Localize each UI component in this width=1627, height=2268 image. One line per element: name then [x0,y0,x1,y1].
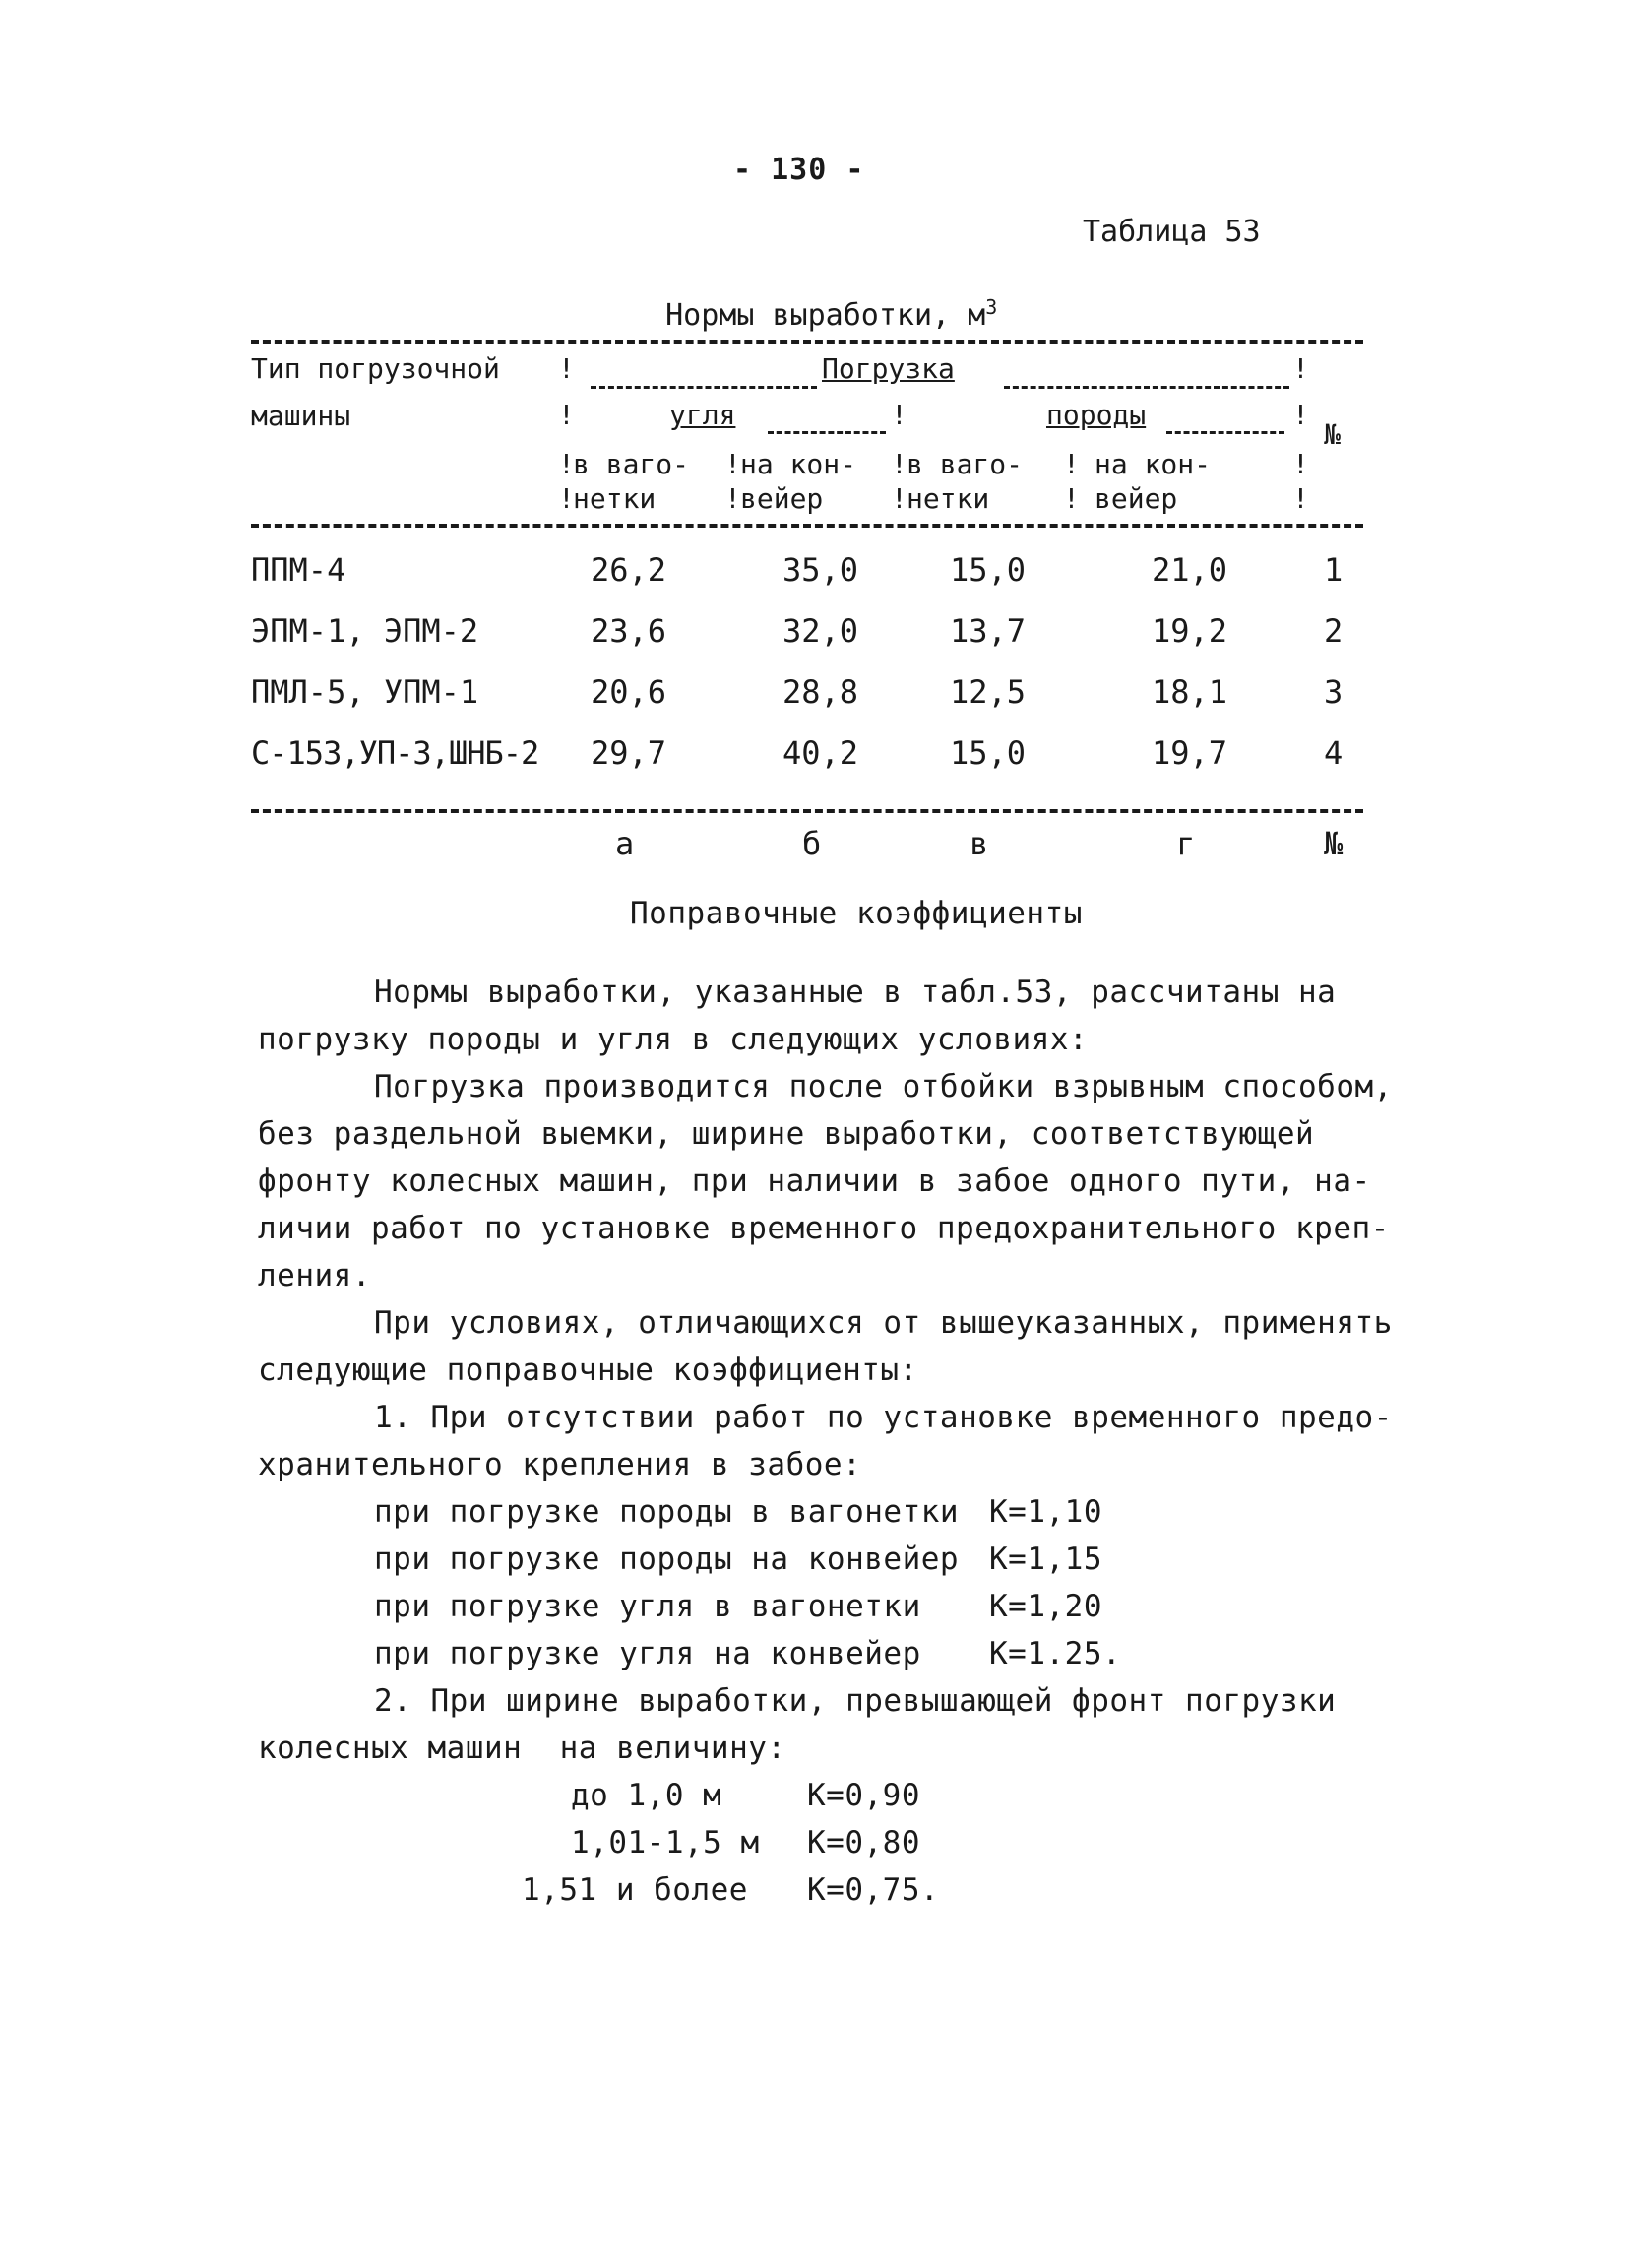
header-group: Погрузка [822,352,955,385]
table-rule-bottom [251,809,1363,813]
coefficient-text: до 1,0 м [571,1778,722,1813]
row-value-a: 29,7 [591,734,667,772]
row-value-b: 32,0 [782,612,859,650]
paragraph-line: Погрузка производится после отбойки взрывным способом, [374,1069,1393,1104]
paragraph-line: При условиях, отличающихся от вышеуказанных, применять [374,1305,1393,1341]
header-conv-coal-1: на кон- [740,448,857,480]
header-col-num: № [1324,418,1341,451]
table-rule-header [251,524,1363,528]
footer-col-n: № [1324,825,1344,862]
header-sep: ! [891,482,907,515]
coefficient-value: К=1.25. [989,1636,1122,1671]
row-number: 2 [1324,612,1344,650]
row-number: 3 [1324,673,1344,711]
header-sep: ! [558,352,575,385]
header-sep: ! [891,399,907,431]
coefficient-value: К=0,75. [807,1872,940,1908]
header-wagon-coal-2: нетки [573,482,657,515]
header-wagon-rock-2: нетки [907,482,990,515]
header-sep: ! [1292,399,1309,431]
row-value-v: 13,7 [950,612,1027,650]
footer-col-v: в [970,825,989,862]
page-number: - 130 - [733,153,865,187]
header-sep: ! [558,448,575,480]
header-wagon-rock-1: в ваго- [907,448,1024,480]
row-number: 1 [1324,551,1344,589]
header-conv-rock-2: вейер [1095,482,1178,515]
header-sep: ! [1292,448,1309,480]
coefficient-value: К=0,90 [807,1778,920,1813]
header-sub-rock: породы [1046,399,1147,431]
row-value-v: 12,5 [950,673,1027,711]
row-value-g: 19,2 [1152,612,1228,650]
table-title [630,261,997,333]
coefficient-value: К=1,10 [989,1494,1102,1530]
coefficient-value: К=1,20 [989,1589,1102,1624]
coefficient-text: при погрузке угля на конвейер [374,1636,921,1671]
coefficient-text: при погрузке угля в вагонетки [374,1589,921,1624]
row-value-a: 26,2 [591,551,667,589]
row-value-g: 21,0 [1152,551,1228,589]
paragraph-line: ления. [258,1258,371,1293]
header-group-dash-left [591,386,817,389]
header-group-dash-right [1004,386,1289,389]
paragraph-line: Нормы выработки, указанные в табл.53, рассчитаны на [374,975,1337,1010]
coefficient-text: 1,01-1,5 м [571,1825,760,1860]
row-value-a: 20,6 [591,673,667,711]
header-conv-rock-1: на кон- [1095,448,1212,480]
header-sep: ! [1292,482,1309,515]
paragraph-line: следующие поправочные коэффициенты: [258,1353,918,1388]
row-value-b: 28,8 [782,673,859,711]
header-sep: ! [558,482,575,515]
row-value-g: 18,1 [1152,673,1228,711]
row-value-b: 35,0 [782,551,859,589]
paragraph-line: 2. При ширине выработки, превышающей фронт погрузки [374,1683,1337,1719]
paragraph-line: хранительного крепления в забое: [258,1447,862,1482]
table-title-text: Нормы выработки, м [665,298,986,333]
header-sub-dash [768,431,886,434]
header-sep: ! [891,448,907,480]
header-col0-line2: машины [251,400,351,432]
row-value-v: 15,0 [950,734,1027,772]
footer-col-b: б [802,825,822,862]
table-title-sup: 3 [985,295,998,319]
header-sep: ! [724,482,741,515]
section-title: Поправочные коэффициенты [630,896,1083,931]
header-conv-coal-2: вейер [740,482,824,515]
header-sep: ! [1063,482,1080,515]
row-machine: ППМ-4 [251,551,346,589]
row-number: 4 [1324,734,1344,772]
footer-col-a: а [615,825,635,862]
coefficient-text: 1,51 и более [522,1872,748,1908]
coefficient-value: К=1,15 [989,1542,1102,1577]
header-wagon-coal-1: в ваго- [573,448,690,480]
row-value-v: 15,0 [950,551,1027,589]
paragraph-line: без раздельной выемки, ширине выработки, соответствующей [258,1116,1315,1152]
paragraph-line: колесных машин на величину: [258,1731,786,1766]
table-rule-top [251,340,1363,344]
header-sep: ! [1063,448,1080,480]
header-col0-line1: Тип погрузочной [251,352,500,385]
paragraph-line: фронту колесных машин, при наличии в забое одного пути, на- [258,1164,1371,1199]
row-machine: ЭПМ-1, ЭПМ-2 [251,612,479,650]
header-sub-coal: угля [669,399,736,431]
header-sep: ! [1292,352,1309,385]
row-machine: ПМЛ-5, УПМ-1 [251,673,479,711]
header-sep: ! [724,448,741,480]
paragraph-line: погрузку породы и угля в следующих условиях: [258,1022,1089,1057]
paragraph-line: 1. При отсутствии работ по установке временного предо- [374,1400,1393,1435]
paragraph-line: личии работ по установке временного предохранительного креп- [258,1211,1390,1246]
row-value-a: 23,6 [591,612,667,650]
row-value-g: 19,7 [1152,734,1228,772]
coefficient-value: К=0,80 [807,1825,920,1860]
coefficient-text: при погрузке породы в вагонетки [374,1494,960,1530]
footer-col-g: г [1176,825,1196,862]
row-value-b: 40,2 [782,734,859,772]
row-machine: С-153,УП-3,ШНБ-2 [251,734,539,772]
table-label: Таблица 53 [1083,215,1261,249]
header-sep: ! [558,399,575,431]
header-sub-dash [1166,431,1284,434]
coefficient-text: при погрузке породы на конвейер [374,1542,960,1577]
